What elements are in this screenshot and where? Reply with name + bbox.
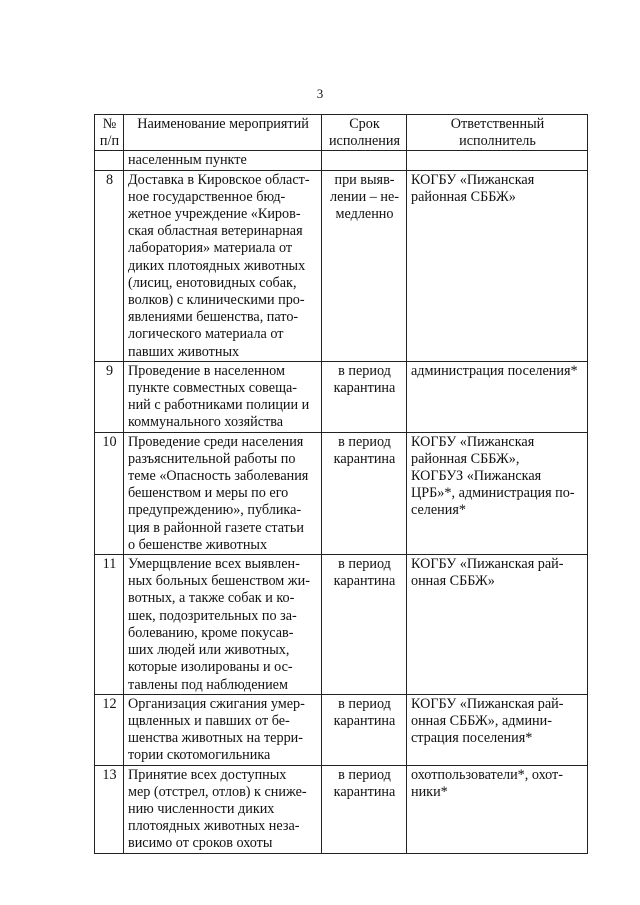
row-name: Принятие всех доступных мер (отстрел, отлов) к сниже- нию численности диких плотоядных животных неза- висимо от сроков охоты — [124, 765, 322, 853]
row-name: Доставка в Кировское област- ное государственное бюд- жетное учреждение «Киров- ская областная ветеринарная лаборатория» материала от диких плотоядных животных (лисиц, енотовидных собак, волков) с клиническими про- явлениями бешенства, пато- логического материала от павших животных — [124, 170, 322, 361]
row-term: в период карантина — [322, 765, 407, 853]
page-number: 3 — [316, 86, 324, 101]
row-term: в период карантина — [322, 432, 407, 554]
row-name: Проведение среди населения разъяснительной работы по теме «Опасность заболевания бешенством и меры по его предупреждению», публика- ция в районной газете статьи о бешенстве животных — [124, 432, 322, 554]
table-row — [95, 170, 588, 361]
row-term: в период карантина — [322, 694, 407, 765]
row-number: 13 — [95, 765, 124, 853]
header-term: Срок исполнения — [322, 115, 407, 151]
header-number: № п/п — [95, 115, 124, 151]
row-responsible: КОГБУ «Пижанская рай- онная СББЖ» — [407, 555, 588, 695]
row-term: в период карантина — [322, 555, 407, 695]
table-row — [95, 361, 588, 432]
measures-table — [94, 114, 588, 854]
row-name: населенным пункте — [124, 151, 322, 170]
row-term: при выяв- лении – не- медленно — [322, 170, 407, 361]
header-responsible: Ответственный исполнитель — [407, 115, 588, 151]
row-responsible: КОГБУ «Пижанская районная СББЖ» — [407, 170, 588, 361]
table-row — [95, 151, 588, 170]
row-term: в период карантина — [322, 361, 407, 432]
row-name: Умерщвление всех выявлен- ных больных бешенством жи- вотных, а также собак и ко- шек, подозрительных по за- болеванию, кроме покусав- ших людей или животных, которые изолированы и ос- тавлены под наблюдением — [124, 555, 322, 695]
row-number: 9 — [95, 361, 124, 432]
table-row — [95, 765, 588, 853]
table-header-row — [95, 115, 588, 151]
row-responsible: КОГБУ «Пижанская рай- онная СББЖ», админи- страция поселения* — [407, 694, 588, 765]
row-term — [322, 151, 407, 170]
row-responsible: КОГБУ «Пижанская районная СББЖ», КОГБУЗ «Пижанская ЦРБ»*, администрация по- селения* — [407, 432, 588, 554]
row-name: Организация сжигания умер- щвленных и павших от бе- шенства животных на терри- тории скотомогильника — [124, 694, 322, 765]
table-row — [95, 432, 588, 554]
row-number: 8 — [95, 170, 124, 361]
row-number: 10 — [95, 432, 124, 554]
table-row — [95, 694, 588, 765]
row-number: 11 — [95, 555, 124, 695]
row-responsible: администрация поселения* — [407, 361, 588, 432]
row-name: Проведение в населенном пункте совместных совеща- ний с работниками полиции и коммунального хозяйства — [124, 361, 322, 432]
table-row — [95, 555, 588, 695]
row-responsible: охотпользователи*, охот- ники* — [407, 765, 588, 853]
row-number: 12 — [95, 694, 124, 765]
row-number — [95, 151, 124, 170]
header-name: Наименование мероприятий — [124, 115, 322, 151]
row-responsible — [407, 151, 588, 170]
